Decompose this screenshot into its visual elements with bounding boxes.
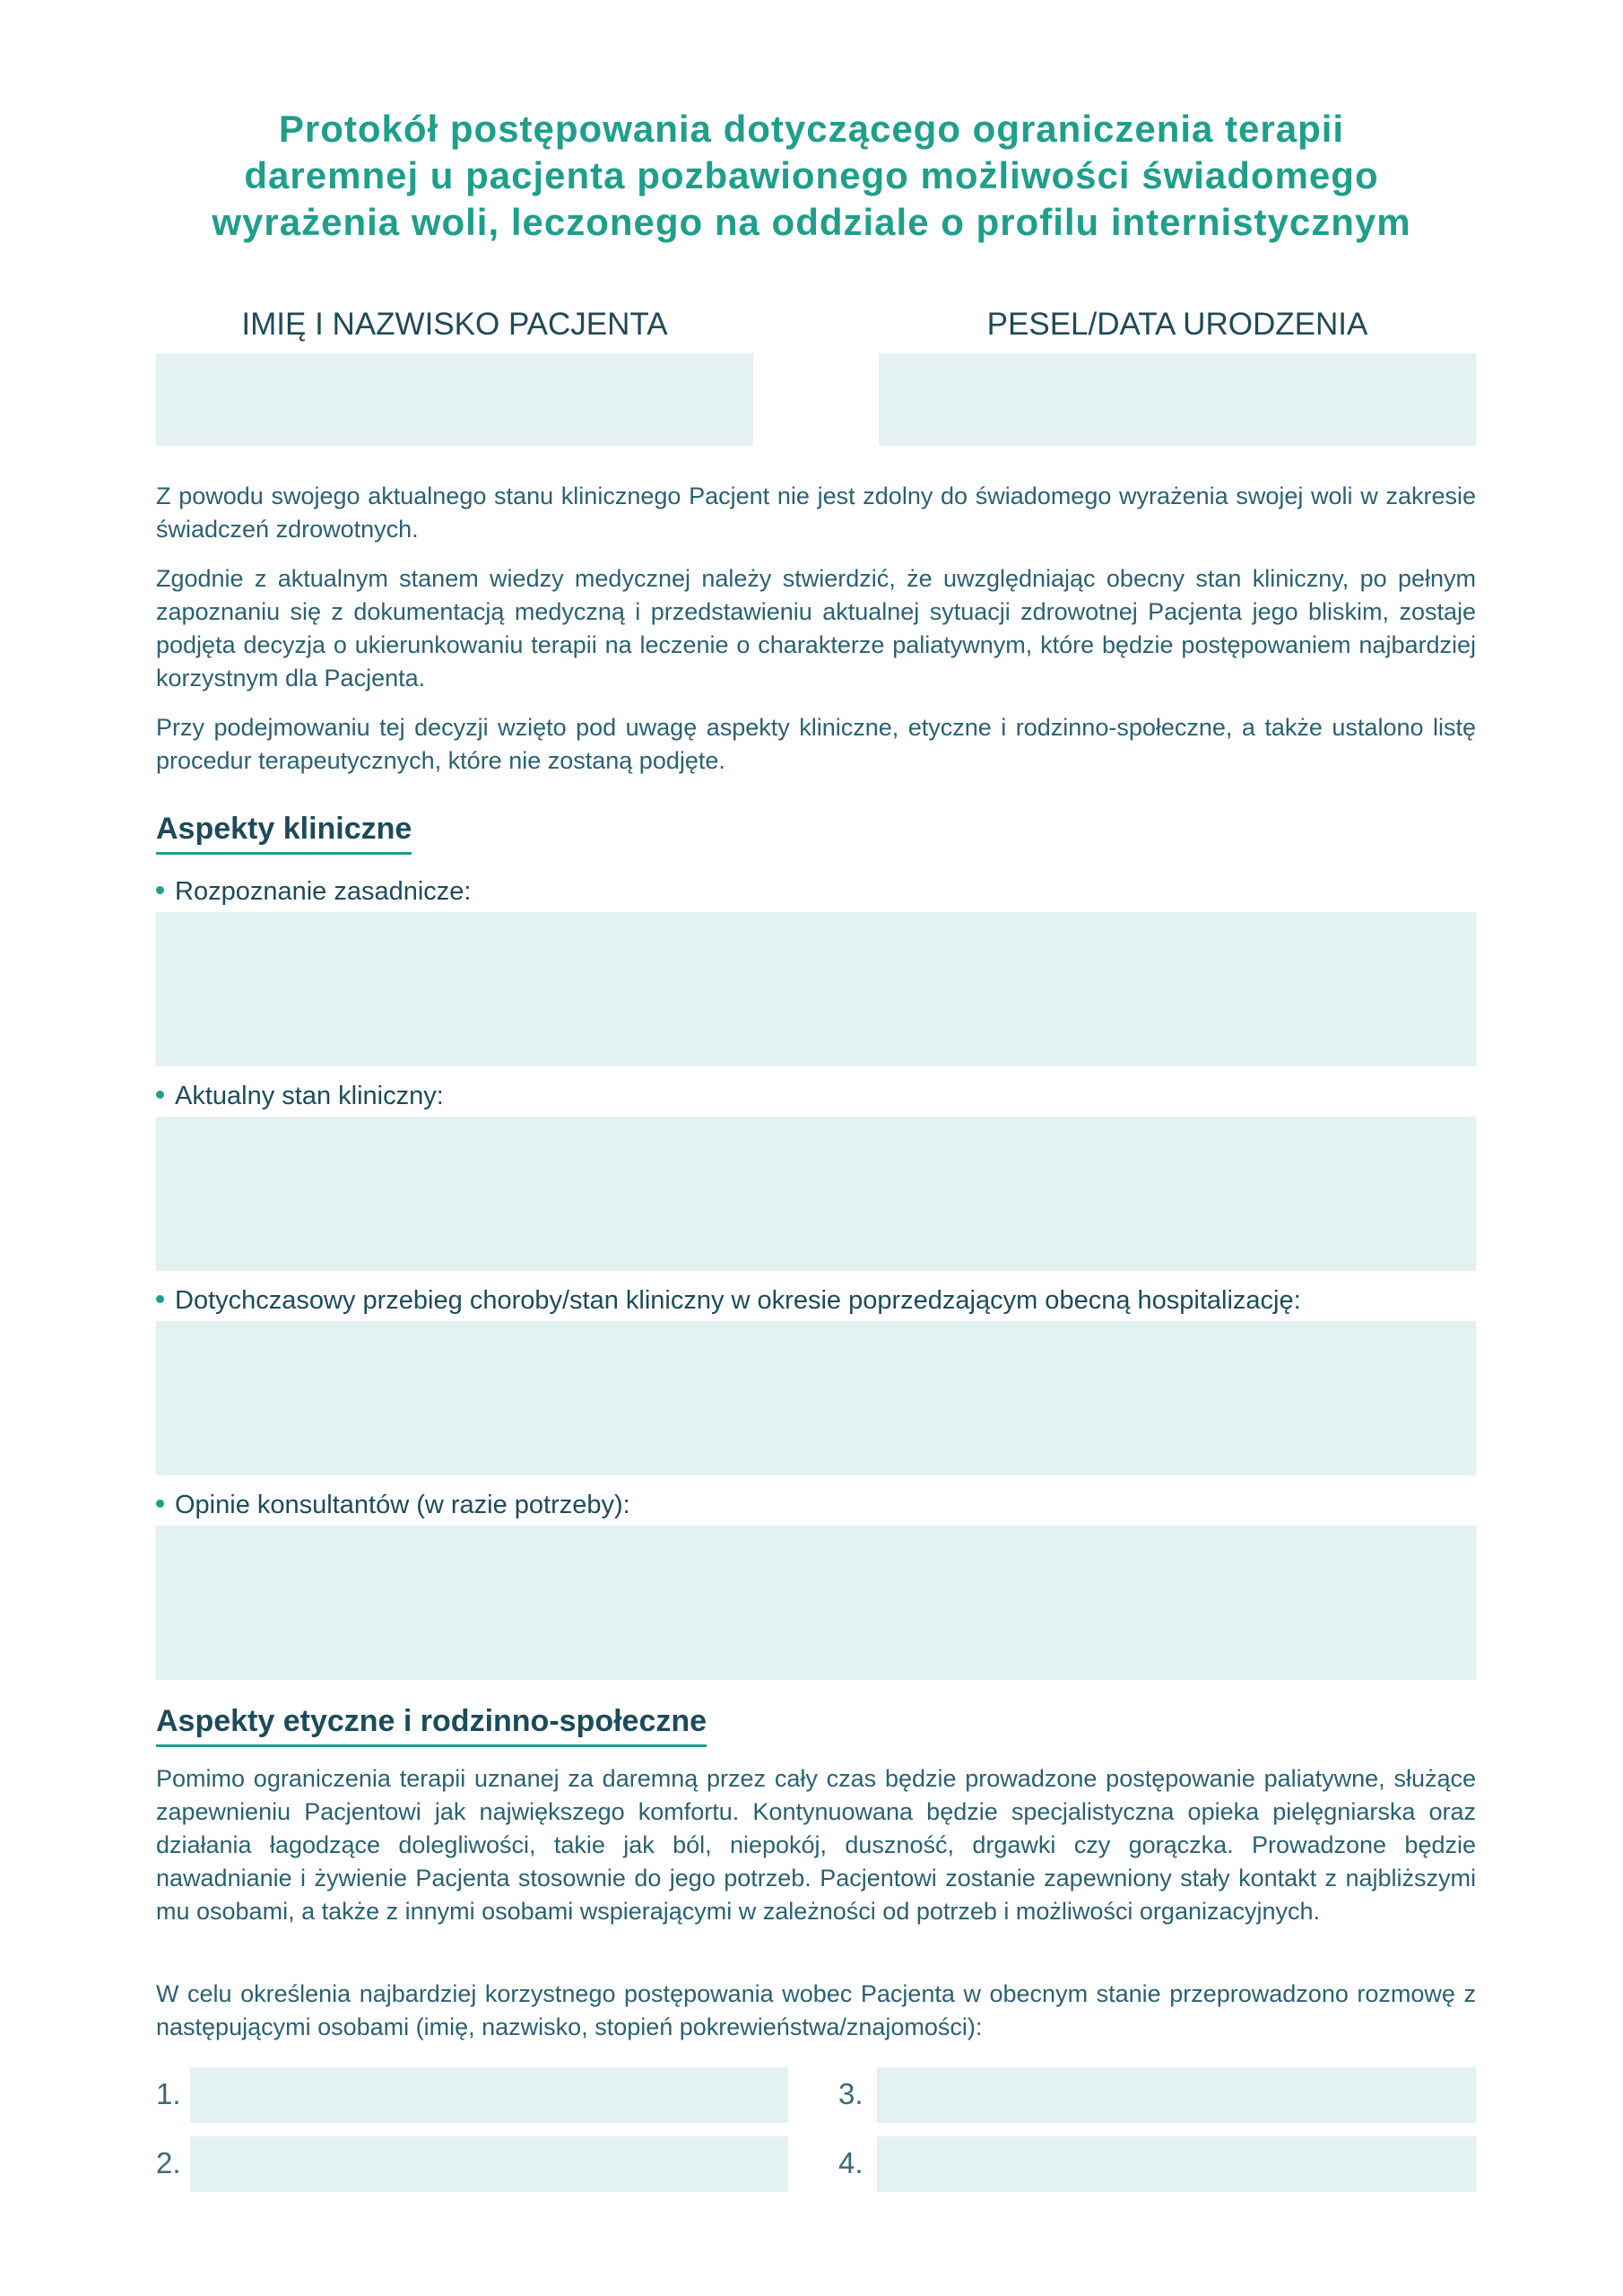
current-state-label-text: Aktualny stan kliniczny: xyxy=(175,1082,444,1110)
patient-name-field[interactable] xyxy=(156,353,753,446)
current-state-field[interactable] xyxy=(156,1117,1476,1271)
bullet-icon xyxy=(156,886,164,894)
intro-paragraph: Zgodnie z aktualnym stanem wiedzy medycznej należy stwierdzić, że uwzględniając obecny stan kliniczny, po pełnym zapoznaniu się z dokumentacją medyczną i przedstawieniu aktualnej sytuacji zdrowotnej Pacjenta jego bliskim, zostaje podjęta decyzja o ukierunkowaniu terapii na leczenie o charakterze paliatywnym, które będzie postępowaniem najbardziej korzystnym dla Pacjenta. xyxy=(156,565,1476,691)
title-line: wyrażenia woli, leczonego na oddziale o profilu internistycznym xyxy=(212,201,1411,243)
diagnosis-label xyxy=(156,877,471,907)
pesel-label: PESEL/DATA URODZENIA xyxy=(986,307,1368,342)
history-label xyxy=(156,1286,1301,1316)
ethical-aspects-heading: Aspekty etyczne i rodzinno-społeczne xyxy=(156,1704,707,1747)
title-line: Protokół postępowania dotyczącego ograniczenia terapii xyxy=(278,108,1345,150)
person-field-2[interactable] xyxy=(190,2136,788,2192)
bullet-icon xyxy=(156,1091,164,1099)
patient-name-label: IMIĘ I NAZWISKO PACJENTA xyxy=(241,307,668,342)
person-field-4[interactable] xyxy=(877,2136,1476,2192)
person-number: 3. xyxy=(838,2077,864,2110)
person-number: 2. xyxy=(156,2146,181,2179)
consultants-field[interactable] xyxy=(156,1526,1476,1680)
ethical-paragraph: Pomimo ograniczenia terapii uznanej za daremną przez cały czas będzie prowadzone postępowanie paliatywne, służące zapewnieniu Pacjentowi jak największego komfortu. Kontynuowana będzie specjalistyczna opieka pielęgniarska oraz działania łagodzące dolegliwości, takie jak ból, niepokój, duszność, drgawki czy gorączka. Prowadzone będzie nawadnianie i żywienie Pacjenta stosownie do jego potrzeb. Pacjentowi zostanie zapewniony stały kontakt z najbliższymi mu osobami, a także z innymi osobami wspierającymi w zależności od potrzeb i możliwości organizacyjnych. xyxy=(156,1765,1476,1925)
person-field-3[interactable] xyxy=(877,2067,1476,2123)
person-number: 1. xyxy=(156,2077,181,2110)
current-state-label xyxy=(156,1082,444,1111)
pesel-field[interactable] xyxy=(879,353,1476,446)
title-line: daremnej u pacjenta pozbawionego możliwości świadomego xyxy=(244,154,1379,196)
consultants-label xyxy=(156,1491,630,1520)
clinical-aspects-heading: Aspekty kliniczne xyxy=(156,812,412,855)
history-field[interactable] xyxy=(156,1321,1476,1475)
consultants-label-text: Opinie konsultantów (w razie potrzeby): xyxy=(175,1491,630,1519)
document-title xyxy=(135,106,1488,246)
person-number: 4. xyxy=(838,2146,864,2179)
person-field-1[interactable] xyxy=(190,2067,788,2123)
intro-paragraph: Z powodu swojego aktualnego stanu klinicznego Pacjent nie jest zdolny do świadomego wyrażenia swojej woli w zakresie świadczeń zdrowotnych. xyxy=(156,483,1476,543)
bullet-icon xyxy=(156,1295,164,1303)
diagnosis-label-text: Rozpoznanie zasadnicze: xyxy=(175,877,472,906)
bullet-icon xyxy=(156,1500,164,1508)
diagnosis-field[interactable] xyxy=(156,912,1476,1066)
intro-paragraph: Przy podejmowaniu tej decyzji wzięto pod uwagę aspekty kliniczne, etyczne i rodzinno-społeczne, a także ustalono listę procedur terapeutycznych, które nie zostaną podjęte. xyxy=(156,714,1476,774)
ethical-paragraph: W celu określenia najbardziej korzystnego postępowania wobec Pacjenta w obecnym stanie przeprowadzono rozmowę z następującymi osobami (imię, nazwisko, stopień pokrewieństwa/znajomości): xyxy=(156,1980,1476,2040)
history-label-text: Dotychczasowy przebieg choroby/stan kliniczny w okresie poprzedzającym obecną hospitalizację: xyxy=(175,1286,1301,1315)
